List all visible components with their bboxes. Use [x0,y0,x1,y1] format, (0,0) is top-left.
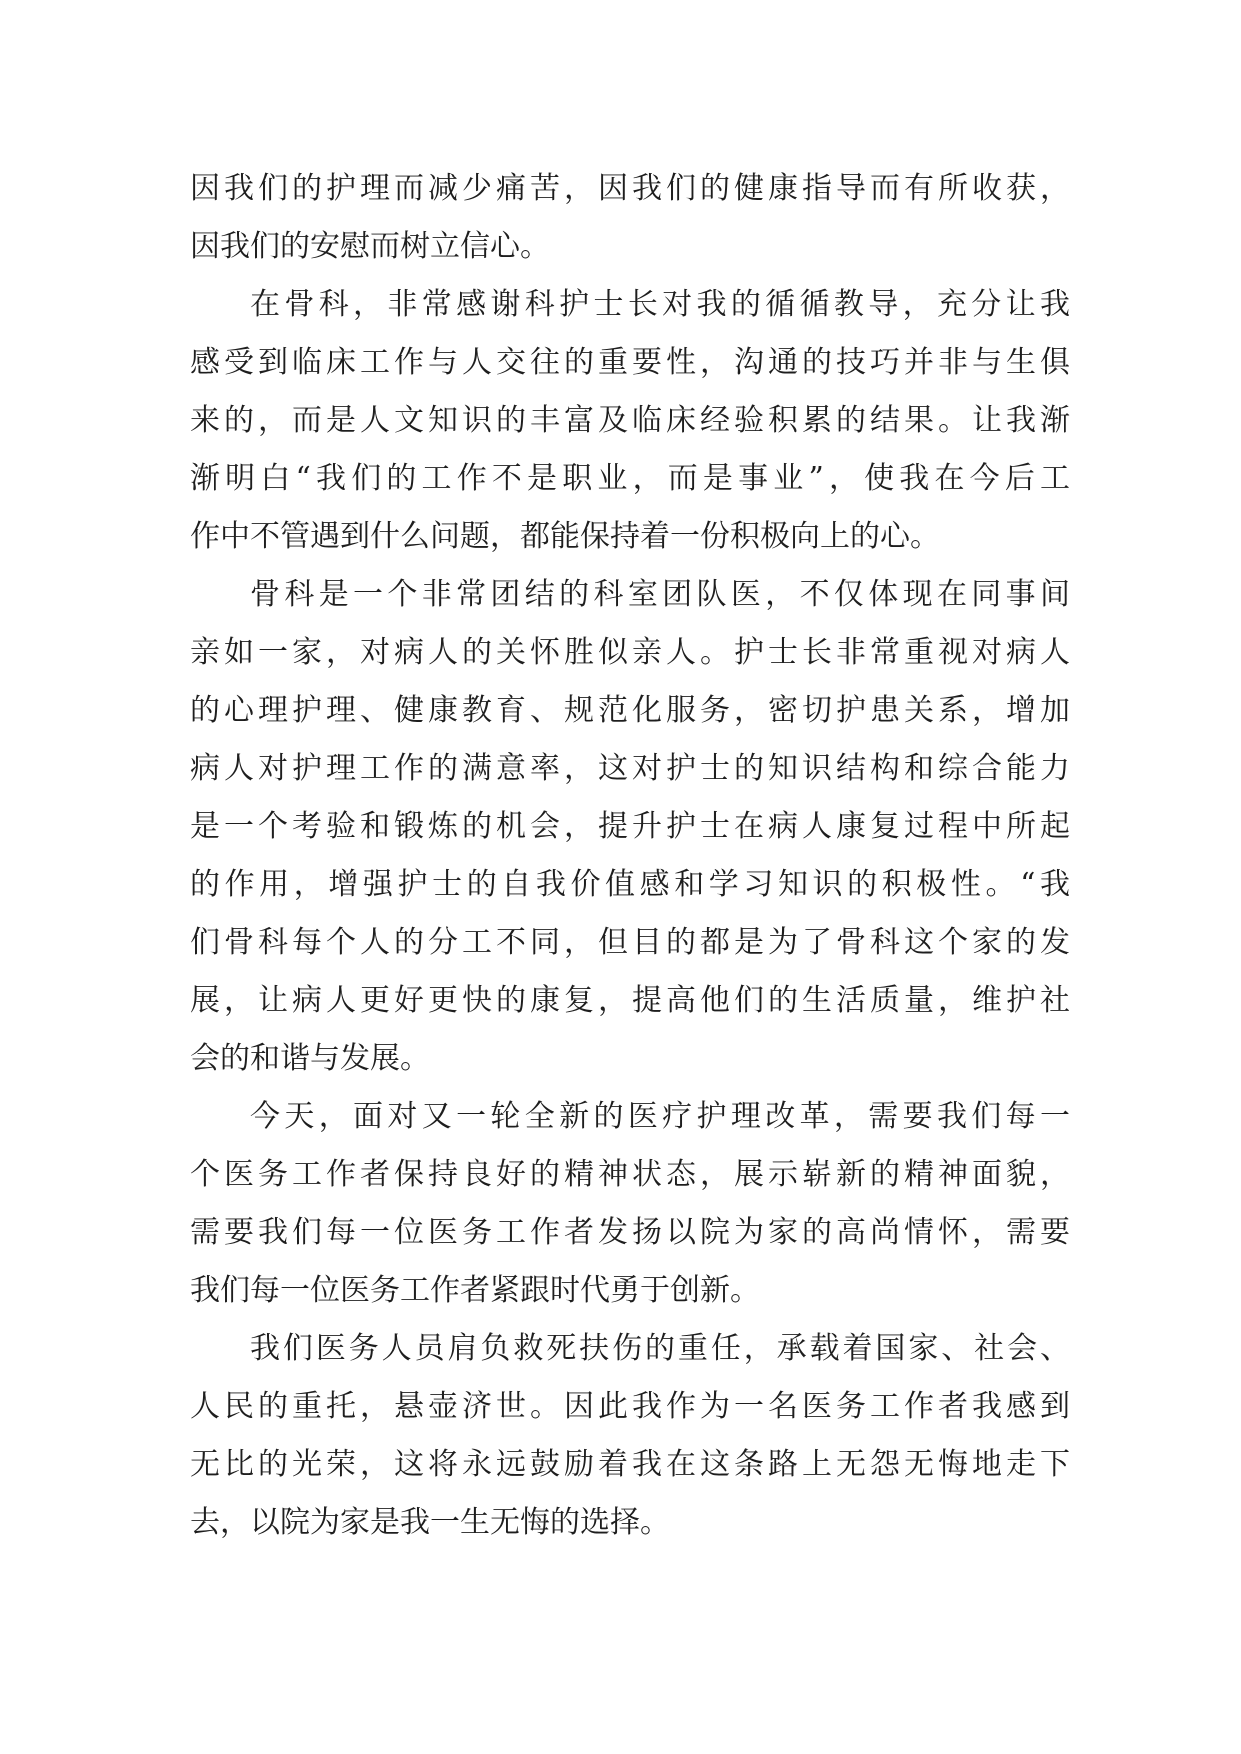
text-line: 是一个考验和锻炼的机会，提升护士在病人康复过程中所起 [190,809,1070,844]
text-line: 在骨科，非常感谢科护士长对我的循循教导，充分让我 [250,287,1070,322]
paragraph-4 [190,1088,1070,1320]
text-line: 渐明白“我们的工作不是职业，而是事业”，使我在今后工 [190,461,1070,496]
text-line: 我们医务人员肩负救死扶伤的重任，承载着国家、社会、 [250,1331,1070,1366]
text-line: 骨科是一个非常团结的科室团队医，不仅体现在同事间 [250,577,1070,612]
text-line: 展，让病人更好更快的康复，提高他们的生活质量，维护社 [190,983,1070,1018]
text-line: 病人对护理工作的满意率，这对护士的知识结构和综合能力 [190,751,1070,786]
text-line: 无比的光荣，这将永远鼓励着我在这条路上无怨无悔地走下 [190,1447,1070,1482]
text-line: 亲如一家，对病人的关怀胜似亲人。护士长非常重视对病人 [190,635,1070,670]
text-line: 今天，面对又一轮全新的医疗护理改革，需要我们每一 [250,1099,1070,1134]
text-line: 去，以院为家是我一生无悔的选择。 [190,1505,670,1540]
text-line: 们骨科每个人的分工不同，但目的都是为了骨科这个家的发 [190,925,1070,960]
text-line: 因我们的护理而减少痛苦，因我们的健康指导而有所收获， [190,171,1070,206]
text-line: 因我们的安慰而树立信心。 [190,229,550,264]
paragraph-2 [190,276,1070,566]
document-body [190,160,1070,1552]
text-line: 感受到临床工作与人交往的重要性，沟通的技巧并非与生俱 [190,345,1070,380]
paragraph-1 [190,160,1070,276]
text-line: 人民的重托，悬壶济世。因此我作为一名医务工作者我感到 [190,1389,1070,1424]
text-line: 我们每一位医务工作者紧跟时代勇于创新。 [190,1273,760,1308]
text-line: 会的和谐与发展。 [190,1041,430,1076]
text-line: 的心理护理、健康教育、规范化服务，密切护患关系，增加 [190,693,1070,728]
text-line: 需要我们每一位医务工作者发扬以院为家的高尚情怀，需要 [190,1215,1070,1250]
paragraph-5 [190,1320,1070,1552]
text-line: 个医务工作者保持良好的精神状态，展示崭新的精神面貌， [190,1157,1070,1192]
text-line: 来的，而是人文知识的丰富及临床经验积累的结果。让我渐 [190,403,1070,438]
paragraph-3 [190,566,1070,1088]
text-line: 作中不管遇到什么问题，都能保持着一份积极向上的心。 [190,519,940,554]
text-line: 的作用，增强护士的自我价值感和学习知识的积极性。“我 [190,867,1070,902]
